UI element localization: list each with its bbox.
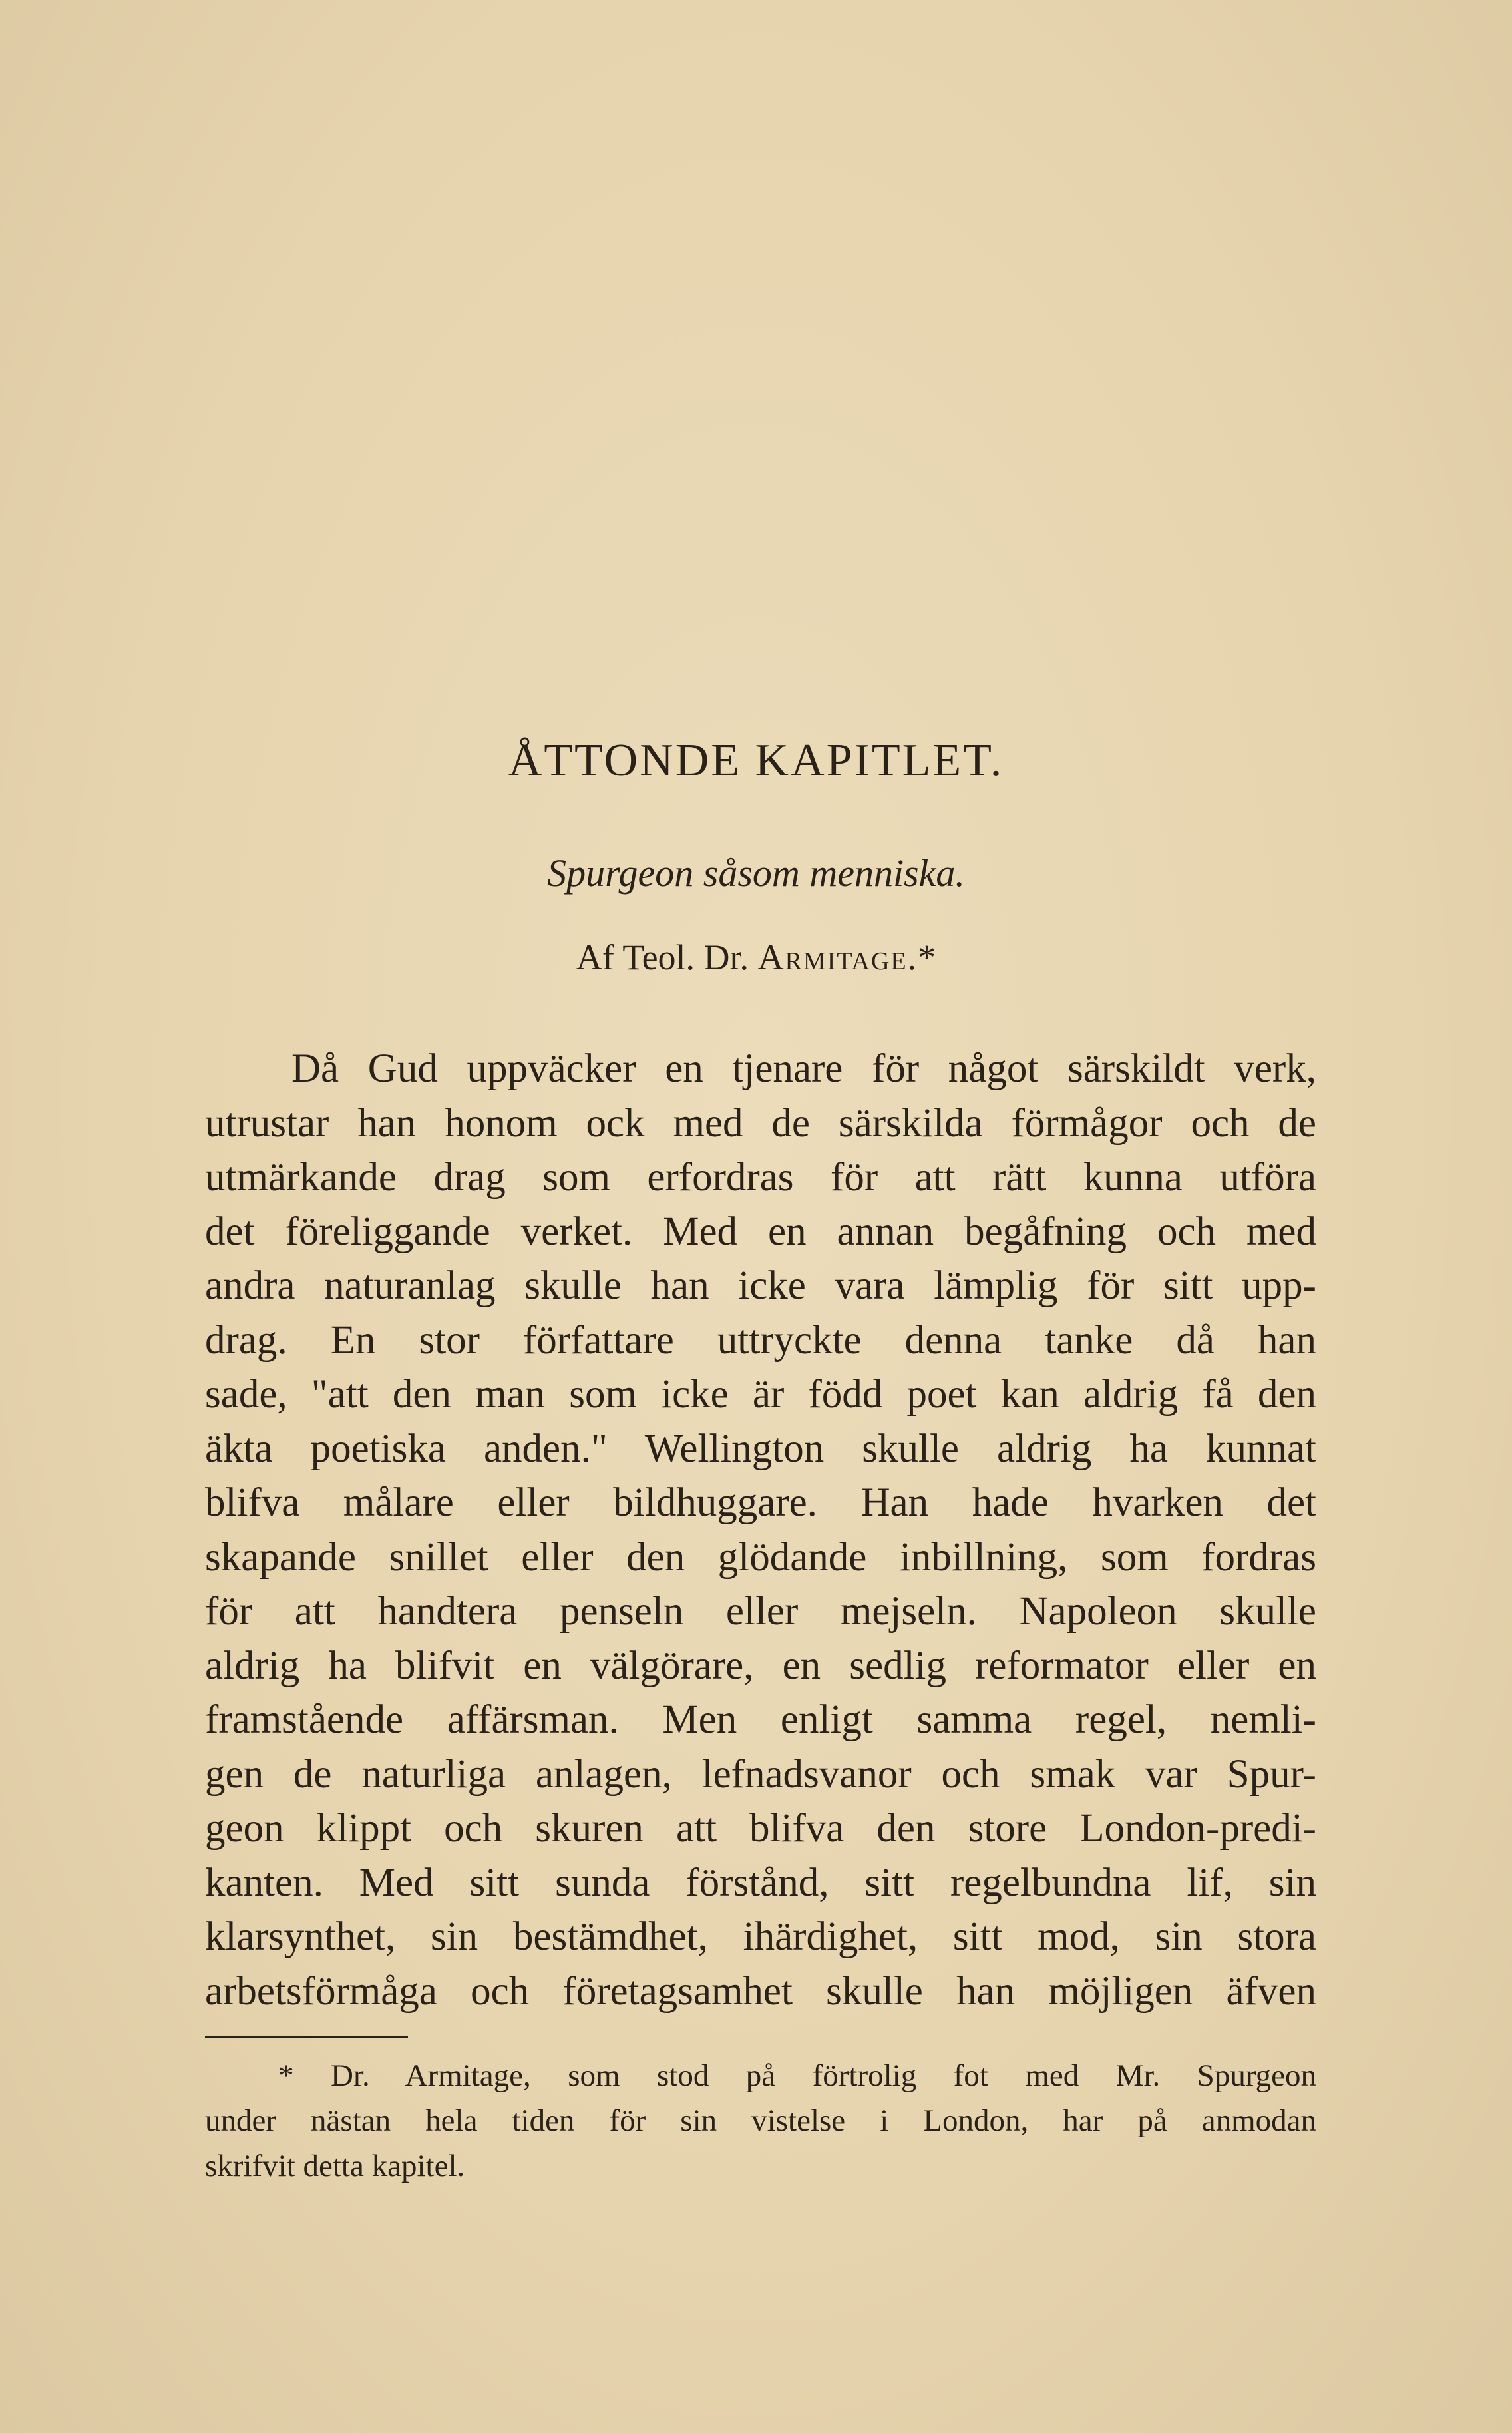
body-line: äkta poetiska anden." Wellington skulle aldrig ha kunnat — [205, 1426, 1316, 1471]
body-line: blifva målare eller bildhuggare. Han hade hvarken det — [205, 1480, 1316, 1525]
body-line: andra naturanlag skulle han icke vara lämplig för sitt upp- — [205, 1263, 1316, 1308]
body-line: drag. En stor författare uttryckte denna tanke då han — [205, 1317, 1316, 1363]
body-line: kanten. Med sitt sunda förstånd, sitt regelbundna lif, sin — [205, 1860, 1316, 1905]
body-line: utmärkande drag som erfordras för att rätt kunna utföra — [205, 1155, 1316, 1200]
author-prefix: Af Teol. Dr. — [576, 937, 758, 977]
footnote-line: * Dr. Armitage, som stod på förtrolig fot med Mr. Spurgeon — [278, 2058, 1316, 2093]
chapter-title: ÅTTONDE KAPITLET. — [508, 735, 1004, 786]
body-line: arbetsförmåga och företagsamhet skulle han möjligen äfven — [205, 1968, 1316, 2014]
chapter-author — [0, 932, 1512, 983]
body-line: framstående affärsman. Men enligt samma regel, nemli- — [205, 1697, 1316, 1742]
footnote-divider — [205, 2036, 408, 2038]
footnote — [205, 2053, 1316, 2189]
body-line: aldrig ha blifvit en välgörare, en sedlig reformator eller en — [205, 1643, 1316, 1688]
footnote-line: under nästan hela tiden för sin vistelse i London, har på anmodan — [205, 2103, 1316, 2138]
author-name: Armitage. — [757, 937, 918, 977]
body-paragraph — [205, 1042, 1316, 2018]
body-line: skapande snillet eller den glödande inbillning, som fordras — [205, 1534, 1316, 1580]
body-line: det föreliggande verket. Med en annan begåfning och med — [205, 1209, 1316, 1254]
body-line: utrustar han honom ock med de särskilda förmågor och de — [205, 1100, 1316, 1146]
body-line: geon klippt och skuren att blifva den store London-predi- — [205, 1806, 1316, 1851]
body-line: sade, "att den man som icke är född poet kan aldrig få den — [205, 1372, 1316, 1417]
footnote-reference-mark: * — [918, 937, 936, 977]
footnote-line: skrifvit detta kapitel. — [205, 2149, 465, 2183]
body-line: Då Gud uppväcker en tjenare för något särskildt verk, — [291, 1046, 1316, 1091]
body-line: för att handtera penseln eller mejseln. Napoleon skulle — [205, 1589, 1316, 1634]
body-line: klarsynthet, sin bestämdhet, ihärdighet, sitt mod, sin stora — [205, 1914, 1316, 1959]
chapter-subtitle: Spurgeon såsom menniska. — [547, 851, 965, 895]
body-line: gen de naturliga anlagen, lefnadsvanor och smak var Spur- — [205, 1751, 1316, 1797]
